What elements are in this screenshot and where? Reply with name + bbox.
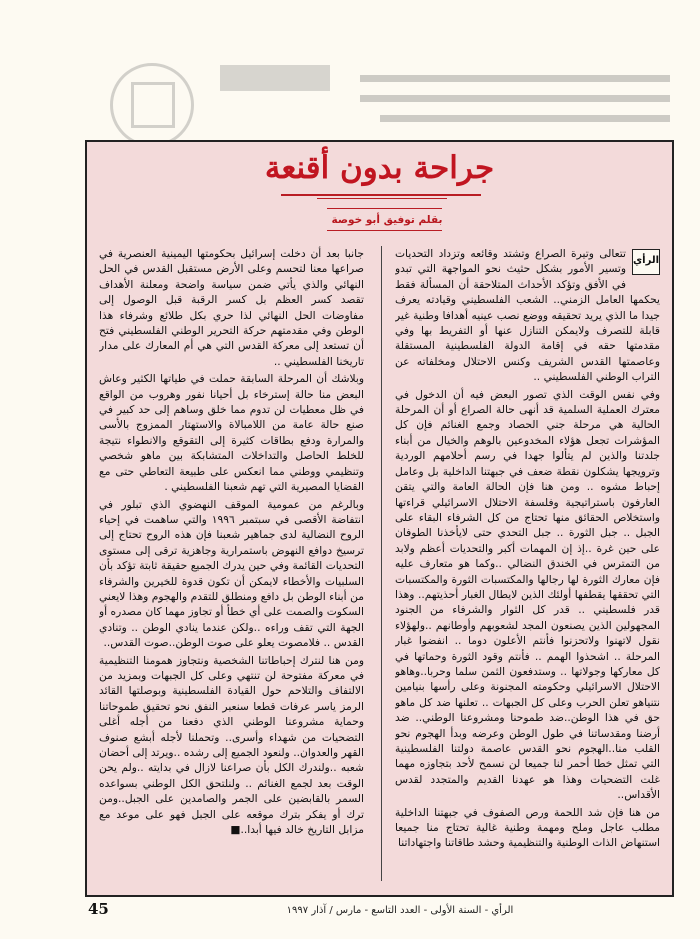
column-right bbox=[395, 246, 660, 881]
paragraph: وبالرغم من عمومية الموقف النهضوي الذي تبلور في انتفاضة الأقصى في سبتمبر ١٩٩٦ والتي ساهمت في إحياء الروح النضالية لدى جماهير شعبنا فإن هذه الروح تحتاج إلى ترسيخ دوافع النهوض باستمرارية وجاهزية ترقى إلى مستوى التحديات القائمة وفي حين يدرك الجميع حقيقة ثابتة تؤكد بأن السلبيات والأخطاء لايمكن أن تكون قدوة للخيرين والشرفاء من أبناء الوطن بل دافع ومنطلق للتقدم والهجوم وهذا لايعني السكوت والصمت على أي خطأ أو تجاوز مهما كان مصدره أو الجهة التي تقف وراءه ..ولكن عندما ينادي الوطن .. وتنادي القدس .. فلامصوت يعلو على صوت الوطن..صوت القدس.. bbox=[99, 497, 364, 650]
article-title: جراحة بدون أقنعة bbox=[264, 150, 495, 186]
header-bleed bbox=[20, 45, 680, 155]
paragraph: وبلاشك أن المرحلة السابقة حملت في طياتها الكثير وعاش البعض منا حالة إسترخاء بل أحيانا نفور وهروب من الواقع في ظل معطيات لن تدوم مما خلق وساهم إلى حد كبير في صنع حالة عامة من اللامبالاة والاستهتار الممزوج بالأسى والمرارة ودفع بطاقات كثيرة إلى التقوقع والانطواء نتيجة للخلط الحاصل والتداخلات المتشابكة بين ماهو شخصي وتنظيمي ووطني مما انعكس على طبيعة التعاطي حتى مع القضايا المصيرية التي تهم شعبنا الفلسطيني . bbox=[99, 372, 364, 494]
header-band bbox=[220, 65, 330, 91]
page-number: 45 bbox=[88, 900, 109, 918]
title-rule bbox=[317, 198, 447, 199]
paragraph: جانبا بعد أن دخلت إسرائيل بحكومتها اليمينية العنصرية في صراعها معنا لتحسم وعلى الأرض مستقبل القدس في الحل النهائي والذي يأتي ضمن سياسة واضحة ومعلنة الأهداف تقصد كسر العظم بل كسر الرقبة قبل الوصول إلى مفاوضات الحل النهائي لذا حري بكل طلائع وشرفاء هذا الوطن وفي مقدمتهم حركة التحرير الوطني الفلسطيني فتح أن تستعد إلى معركة القدس التي هي أم المعارك على مدار تاريخنا الفلسطيني .. bbox=[99, 247, 364, 368]
bleed-line bbox=[360, 75, 670, 82]
title-rule bbox=[281, 194, 481, 196]
section-label: الرأي bbox=[632, 249, 660, 275]
column-divider bbox=[381, 246, 382, 881]
column-left bbox=[99, 246, 364, 881]
bleed-line bbox=[360, 95, 670, 102]
paragraph: تتعالى وتيرة الصراع وتشتد وقائعه وتزداد التحديات وتسير الأمور بشكل حثيث نحو المواجهة التي تبدو في الأفق وتؤكد الأحداث المتلاحقة أن المسألة فقط يحكمها العامل الزمني.. الشعب الفلسطيني وقيادته يعرف جيدا ما الذي يريد تحقيقه ووضع نصب عينيه أهدافا وطنية غير قابلة للتصرف ولايمكن التنازل عنها أو التفريط بها وفي مقدمتها حقه في إقامة الدولة الفلسطينية المستقلة وعاصمتها القدس الشريف وكنس الاحتلال ومخلفاته عن التراب الوطني الفلسطيني .. bbox=[395, 247, 660, 384]
emblem-logo bbox=[110, 63, 194, 147]
bleed-line bbox=[380, 115, 670, 122]
footer-issue: الرأي - السنة الأولى - العدد التاسع - مارس / آذار ١٩٩٧ bbox=[286, 905, 514, 916]
byline-rule bbox=[327, 208, 442, 209]
paragraph: من هنا فإن شد اللحمة ورص الصفوف في جبهتنا الداخلية مطلب عاجل وملح ومهمة وطنية غالية تحتاج منا جميعا استنهاض الذات الوطنية والتنظيمية وحشد طاقاتنا واجتهاداتنا bbox=[395, 805, 660, 850]
byline: بقلم توفيق أبو خوصة bbox=[331, 214, 443, 226]
paragraph: ومن هنا لنترك إحباطاتنا الشخصية ونتجاوز همومنا التنظيمية في معركة مفتوحة لن تنتهي وعلى كل الجبهات وبمزيد من الالتفاف والتلاحم حول القيادة الفلسطينية وبوصلتها القائد الرمز ياسر عرفات قطعا سنعبر النفق نحو تحقيق طموحاتنا وحماية مشروعنا الوطني الذي دفعنا من أجله أغلى التضحيات من شهداء وأسرى.. وتحملنا لأجله أبشع صنوف القهر والعدوان.. ولنعود الجميع إلى رشده ..ويرتد إلى أحضان شعبه ..ولندرك الكل بأن صراعنا لازال في بدايته ..ولم يحن الوقت بعد لجمع الغنائم .. ولنلتحق الكل الوطني بسواعده السمر بالقابضين على الجمر والصامدين على الجبل..ومن ترك أو يفكر بترك موقعه على الجبل فهو على موعد مع مزابل التاريخ خالد فيها أبدا..■ bbox=[99, 653, 364, 837]
article-frame bbox=[85, 140, 674, 897]
paragraph: وفي نفس الوقت الذي تصور البعض فيه أن الدخول في معترك العملية السلمية قد أنهى حالة الصراع أو أن المرحلة الحالية هي مرحلة جني الحصاد وجمع الغنائم فإن كل المؤشرات تجعل هؤلاء المخدوعين بالوهم والخيال من أبناء جلدتنا والذين لم يتألوا جهدا في رسم أحلامهم الوردية وترويجها يشكلون نقطة ضعف في جبهتنا الداخلية بل وعامل إحباط مشوه .. ومن هنا فإن الحالة العامة والتي يتقن العارفون باستراتيجية وفلسفة الاحتلال الاسرائيلي قراءتها واستخلاص الحقائق منها تحتاج من كل الشرفاء البقاء على الجبل .. جبل الثورة .. جبل التحدي حتى لايأخذنا الطوفان على حين غرة ..إذ إن المهمات أكبر والتحديات أعظم ولابد من التمترس في الخندق النضالي ..وكما هو متعارف عليه فإن معارك الثورة لها رجالها والمكتسبات الثورة والمكتسبات التي تحققها يقطفها أولئك الذين لايطال الغبار أحذيتهم.. وهذا قدر فلسطيني .. قدر كل الثوار والشرفاء من الجنود المجهولين الذين يصنعون المجد لشعوبهم وأوطانهم ..ولهؤلاء نقول لاتهنوا ولاتحزنوا فأنتم الأعلون دوما .. انفضوا غبار المرحلة .. اشحذوا الهمم .. فأنتم وقود الثورة وحماتها في كل معاركها وجولاتها .. وستدفعون الثمن سلما وحربا..وهاهو الاحتلال الاسرائيلي وحكومته المجنونة وعلى رأسها بنيامين نتنياهو تعلن الحرب وعلى كل الجبهات .. تعلنها ضد كل ماهو حق في هذا الوطن..ضد طموحنا ومشروعنا الوطني.. ضد أرضنا ومقدساتنا في طول الوطن وعرضه وبدأ الهجوم نحو القلب منا..الهجوم نحو القدس عاصمة دولتنا الفلسطينية التي تمثل خطا أحمر لنا جميعا لن نسمح لأحد بتجاوزه مهما غلت التضحيات وهذا هو عهدنا القديم والمتجدد لقدس الأقداس.. bbox=[395, 387, 660, 802]
byline-rule bbox=[327, 230, 442, 231]
